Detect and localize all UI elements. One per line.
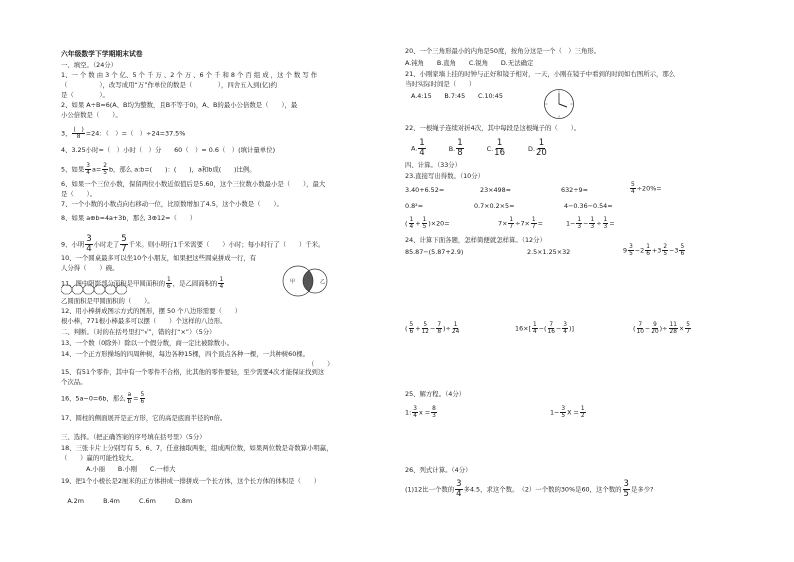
fraction: $\frac{1}{4}$	[219, 277, 224, 290]
question-24: 24、计算下面各题，怎样简便就怎样算。（12分）	[405, 236, 546, 244]
fraction: $\frac{1}{24}$	[451, 322, 460, 335]
fraction: $\frac{1}{3}$	[590, 217, 595, 230]
question-12-line2: 根小棒，771根小棒最多可以摆（ ）个这样的八边形。	[61, 317, 227, 325]
section-fill-blank: 一、填空。（24分）	[61, 61, 118, 69]
question-2-line2: 小公倍数是（ ）。	[61, 111, 122, 119]
fraction: $\frac{8}{3}$	[432, 406, 436, 419]
fraction: $\frac{5}{6}$	[409, 322, 414, 335]
question-11-line2: 乙圆面积是甲圆面积的（ ）。	[61, 297, 154, 305]
fraction: $\frac{1}{4}$	[409, 217, 414, 230]
question-5: 5、如果 $\frac{3}{4}$ a= $\frac{2}{5}$ b，那么 a:b=( )：( )，a和b成( )比例。	[61, 163, 256, 176]
fraction: $\frac{1}{16}$	[494, 138, 505, 158]
fraction: $\frac{1}{4}$	[532, 322, 537, 335]
fraction: $\frac{5}{7}$	[121, 234, 127, 254]
fraction: $\frac{11}{28}$	[669, 322, 677, 335]
question-21-options: A.4:15 B.7:45 C.10:45	[411, 92, 503, 100]
fraction: $\frac{1}{7}$	[531, 217, 536, 230]
q23-item: 4−0.36−0.54=	[564, 202, 613, 210]
clock-hour-hand	[559, 104, 567, 107]
q23-item: 23×498≈	[480, 186, 512, 194]
fraction: $\frac{5}{6}$	[140, 392, 145, 405]
question-14-line1: 14、一个正方形操场的四周种树，每边各种15棵，四个顶点各种一棵，一共种树60棵。	[61, 350, 310, 358]
question-20: 20、一个三角形最小的内角是50度，按角分这是一个（ ）三角形。	[405, 47, 601, 55]
q23-item: 0.8²=	[405, 202, 424, 210]
q25-equation-b: 1− $\frac{3}{5}$ X = $\frac{1}{2}$	[550, 406, 585, 419]
question-4: 4、3.25小时=（ ）小时（ ）分 60（ ）= 0.6（ ）(填计量单位)	[61, 146, 276, 154]
question-18-line1: 18、三张卡片上分别写有 5、6、7，任意抽取两张，组成两位数，如果两位数是奇数算小明赢，	[61, 444, 333, 452]
octagon	[61, 285, 72, 294]
fraction: $\frac{5}{4}$	[631, 182, 635, 195]
question-23: 23.直接写出得数。（10分）	[405, 172, 485, 180]
question-26: 26、列式计算。（4分）	[405, 466, 472, 474]
question-6-line1: 6、如果一个三位小数，保留两位小数近似值后是5.60，这个三位数小数最小是（ ），最大	[61, 180, 326, 188]
section-calculation: 四、计算。（33分）	[405, 161, 462, 169]
question-1-line1: 1、一 个 数 由 3 个 亿、5 个 千 万 、2 个 万 、6 个 千 和 8 个 百 组 成 ，这 个 数 写 作	[61, 71, 318, 79]
q24-item-b: 2.5×1.25×32	[527, 248, 571, 256]
fraction: $\frac{1}{7}$	[509, 217, 514, 230]
question-8: 8、如果 a⊕b=4a+3b，那么 3⊕12=（ ）	[61, 214, 197, 222]
question-16: 16、5a−0=6b，那么 $\frac{a}{b}$ = $\frac{5}{6}$	[61, 392, 145, 405]
circle-label-yi: 乙	[320, 279, 326, 285]
question-6-line2: 是（ ）。	[61, 190, 97, 198]
question-18-options: A.小丽 B.小刚 C.一样大	[86, 465, 176, 473]
fraction: $\frac{7}{8}$	[437, 322, 442, 335]
fraction: $\frac{5}{12}$	[421, 322, 429, 335]
fraction: $\frac{3}{4}$	[86, 234, 92, 254]
question-11-line1: 11、图中阴影部分面积是甲圆面积的 $\frac{1}{6}$ ，是乙圆面积的 $\frac{1}{4}$	[61, 277, 224, 290]
fraction: $\frac{1}{6}$	[646, 244, 650, 257]
section-true-false: 二、判断。（对的在括号里打“√”，错的打“×”）（5分）	[61, 328, 216, 336]
fraction: $\frac{9}{20}$	[651, 322, 659, 335]
fraction: $\frac{1}{3}$	[603, 217, 608, 230]
question-1-line3: 是（ ）。	[61, 91, 109, 99]
q24-item-a: 85.87−(5.87+2.9)	[405, 248, 464, 256]
fraction: $\frac{1}{20}$	[535, 138, 547, 158]
fraction: $\frac{5}{6}$	[680, 244, 685, 257]
fraction: $\frac{1}{4}$	[419, 138, 425, 158]
q23-item: 0.7×0.2×5=	[474, 202, 515, 210]
q23-item: ( $\frac{1}{4}$ + $\frac{1}{5}$ )×20=	[405, 217, 450, 230]
question-14-line2: （ ）	[308, 360, 334, 368]
octagon	[94, 285, 105, 294]
fraction: $\frac{7}{10}$	[636, 322, 644, 335]
question-19-options: A.2m B.4m C.6m D.8m	[61, 497, 193, 505]
fraction: $\frac{3}{4}$	[456, 479, 462, 499]
fraction: $\frac{2}{5}$	[663, 244, 668, 257]
question-10-line1: 10、一个圆桌最多可以坐10个小朋友，如果把这些圆桌拼成一行，有	[61, 254, 257, 262]
question-13: 13、一个数（0除外）除以一个假分数，商一定比被除数小。	[61, 339, 233, 347]
q24-item-d: ( $\frac{5}{6}$ + $\frac{5}{12}$ − $\frac{7}{8}$ )÷ $\frac{1}{24}$	[405, 322, 460, 335]
page-title: 六年级数学下学期期末试卷	[61, 50, 143, 58]
octagon	[116, 285, 127, 294]
fraction: $\frac{3}{4}$	[413, 406, 417, 419]
q24-item-e: 16×[ $\frac{1}{4}$ −( $\frac{7}{16}$ − $\frac{3}{4}$ )]	[515, 322, 574, 335]
fraction: $\frac{1}{2}$	[580, 406, 585, 419]
overlapping-circles-diagram	[282, 262, 332, 300]
octagon	[105, 285, 116, 294]
circle-label-jia: 甲	[290, 279, 296, 285]
fraction: $\frac{3}{5}$	[561, 406, 566, 419]
q23-item: 7× $\frac{1}{7}$ ÷7× $\frac{1}{7}$ =	[498, 217, 543, 230]
question-15-line1: 15、有51个零件，其中有一个零件不合格，比其他的零件要轻，至少需要4次才能保证找到这	[61, 368, 325, 376]
question-7: 7、一个小数的小数点向右移动一位，比原数增加了4.5，这个小数是（ ）。	[61, 200, 283, 208]
section-multiple-choice: 三、选择。（把正确答案的序号填在括号里）（5分）	[61, 433, 206, 441]
q23-item: 632÷9≈	[561, 186, 588, 194]
question-22-options: A. $\frac{1}{4}$ B. $\frac{1}{8}$ C. $\frac{1}{16}$ D. $\frac{1}{20}$	[411, 138, 547, 158]
question-12-line1: 12、用小棒拼成图示方式的图形，摆 50 个八边形需要（ ）	[61, 307, 242, 315]
q24-item-f: ( $\frac{7}{10}$ − $\frac{9}{20}$ )÷ $\frac{11}{28}$ × $\frac{5}{7}$	[633, 322, 690, 335]
q23-item: 1− $\frac{1}{3}$ − $\frac{1}{3}$ ÷ $\frac{1}{3}$ =	[566, 217, 615, 230]
question-15-line2: 个次品。	[61, 378, 87, 386]
fraction: $\frac{a}{b}$	[127, 392, 132, 405]
question-20-options: A.钝角 B.直角 C.锐角 D.无法确定	[405, 59, 534, 67]
q26-problems: (1)12比一个数的 $\frac{3}{4}$ 多4.5，求这个数。 （2）一个数的30%是60，这个数的 $\frac{3}{5}$ 是多少?	[405, 479, 654, 499]
fraction: $\frac{3}{5}$	[623, 479, 629, 499]
q25-equation-a: 1: $\frac{3}{4}$ x = $\frac{8}{3}$	[405, 406, 436, 419]
q23-item: 3.40+6.52=	[405, 186, 445, 194]
fraction: $\frac{7}{16}$	[547, 322, 555, 335]
fraction: $\frac{3}{4}$	[86, 163, 90, 176]
question-22: 22、一根绳子连续对折4次，其中每段是这根绳子的（ ）。	[405, 124, 581, 132]
fraction: $\frac{1}{6}$	[167, 277, 171, 290]
fraction: $\frac{( )}{8}$	[73, 127, 84, 140]
question-25: 25、解方程。（4分）	[405, 390, 466, 398]
question-10-line2: 人分得（ ）碗。	[61, 264, 119, 272]
question-21-line1: 21、小刚家墙上挂的时钟与正好和镜子相对，一天，小刚在镜子中看到的时间如右图所示，那么	[405, 70, 676, 78]
question-2-line1: 2、如果 A÷B=6(A、B均为整数，且B不等于0)，A、B的最小公倍数是（ ），最	[61, 101, 298, 109]
question-1-line2: （ ），改写成用“万”作单位的数是（ ），四舍五入到(亿)约	[61, 81, 278, 89]
fraction: $\frac{1}{3}$	[577, 217, 582, 230]
question-9: 9、小明 $\frac{3}{4}$ 小时走了 $\frac{5}{7}$ 千米。则小明行1千米需要（ ）小时；每小时行了（ ）千米。	[61, 234, 325, 254]
fraction: $\frac{3}{4}$	[563, 322, 567, 335]
fraction: $\frac{5}{7}$	[686, 322, 690, 335]
fraction: $\frac{1}{5}$	[422, 217, 427, 230]
octagon	[72, 285, 83, 294]
question-21-line2: 当时实际时间是（ ）	[405, 80, 476, 88]
fraction: $\frac{1}{8}$	[457, 138, 463, 158]
fraction: $\frac{3}{5}$	[629, 244, 633, 257]
octagon	[83, 285, 94, 294]
question-19-line1: 19、把1个小棱长是2厘米的正方体拼成一排拼成一个长方体，这个长方体的体积是（ ）	[61, 477, 321, 485]
fraction: $\frac{2}{5}$	[103, 163, 107, 176]
question-17: 17、圆柱的侧面展开是正方形，它的高是底面半径的π倍。	[61, 414, 227, 422]
question-3: 3、 $\frac{( )}{8}$ =24：（ ）=（ ）÷24=37.5%	[61, 127, 186, 140]
q24-item-c: 9 $\frac{3}{5}$ −2 $\frac{1}{6}$ +3 $\frac{2}{5}$ −3 $\frac{5}{6}$	[623, 244, 685, 257]
q23-item: $\frac{5}{4}$ ÷20%=	[631, 182, 662, 195]
octagon-stick-pattern	[61, 284, 127, 295]
question-18-line2: （ ）赢的可能性较大。	[61, 454, 138, 462]
clock-icon	[543, 88, 575, 120]
